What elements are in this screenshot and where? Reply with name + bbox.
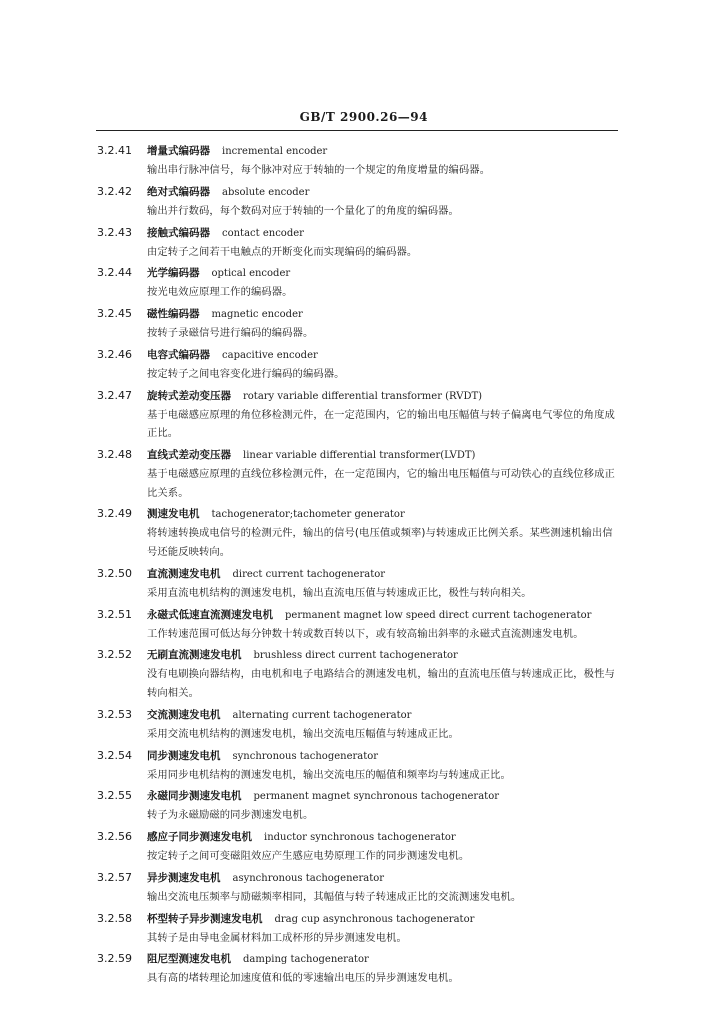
- term-heading: [147, 747, 724, 766]
- term-english: brushless direct current tachogenerator: [253, 650, 458, 662]
- term-chinese: 磁性编码器: [147, 308, 200, 321]
- term-entry: [0, 264, 724, 302]
- term-definition: 基于电磁感应原理的直线位移检测元件，在一定范围内，它的输出电压幅值与可动铁心的直线位移成正比关系。: [147, 468, 615, 499]
- term-english: asynchronous tachogenerator: [232, 872, 385, 884]
- term-chinese: 杯型转子异步测速发电机: [147, 912, 263, 925]
- term-definition: 输出并行数码，每个数码对应于转轴的一个量化了的角度的编码器。: [147, 204, 459, 217]
- term-english: permanent magnet low speed direct current tachogenerator: [285, 609, 592, 621]
- term-definition: 基于电磁感应原理的角位移检测元件，在一定范围内，它的输出电压幅值与转子偏离电气零位的角度成正比。: [147, 408, 615, 440]
- term-chinese: 永磁同步测速发电机: [147, 790, 242, 803]
- term-chinese: 无刷直流测速发电机: [147, 649, 242, 662]
- term-english: damping tachogenerator: [243, 954, 369, 966]
- term-heading: [147, 387, 724, 406]
- page-header: [96, 108, 618, 131]
- term-english: alternating current tachogenerator: [232, 709, 412, 721]
- standard-code: GB/T 2900.26—94: [299, 110, 428, 124]
- term-english: optical encoder: [211, 268, 291, 280]
- term-chinese: 直流测速发电机: [147, 567, 221, 580]
- term-definition: 由定转子之间若干电触点的开断变化而实现编码的编码器。: [147, 245, 418, 258]
- term-definition: 按光电效应原理工作的编码器。: [147, 286, 293, 299]
- term-heading: [147, 446, 724, 465]
- term-english: drag cup asynchronous tachogenerator: [274, 913, 475, 925]
- term-chinese: 同步测速发电机: [147, 749, 221, 762]
- term-entry: [0, 346, 724, 384]
- term-chinese: 增量式编码器: [147, 145, 210, 157]
- term-definition: 没有电刷换向器结构，由电机和电子电路结合的测速发电机，输出的直流电压值与转速成正比，极性与转向相关。: [147, 668, 615, 699]
- term-definition: 其转子是由导电金属材料加工成杯形的异步测速发电机。: [147, 931, 407, 944]
- term-chinese: 接触式编码器: [147, 226, 210, 239]
- term-heading: [147, 606, 724, 625]
- term-number: 3.2.51: [97, 607, 132, 621]
- term-number: 3.2.55: [97, 789, 132, 803]
- term-number: 3.2.53: [97, 707, 132, 721]
- term-heading: [147, 869, 724, 888]
- term-chinese: 直线式差动变压器: [147, 449, 231, 462]
- term-heading: [147, 505, 724, 524]
- term-number: 3.2.57: [97, 870, 132, 884]
- term-number: 3.2.48: [97, 448, 132, 462]
- term-heading: [147, 346, 724, 365]
- term-definition: 工作转速范围可低达每分钟数十转或数百转以下，或有较高输出斜率的永磁式直流测速发电机。: [147, 627, 584, 640]
- term-chinese: 绝对式编码器: [147, 185, 210, 198]
- term-chinese: 异步测速发电机: [147, 871, 221, 884]
- term-entry: [0, 505, 724, 561]
- term-number: 3.2.45: [97, 307, 132, 321]
- term-definition: 输出交流电压频率与励磁频率相同，其幅值与转子转速成正比的交流测速发电机。: [147, 890, 522, 903]
- term-entry: [0, 950, 724, 988]
- term-entry: [0, 565, 724, 603]
- term-chinese: 感应子同步测速发电机: [147, 831, 252, 844]
- term-chinese: 旋转式差动变压器: [147, 389, 231, 402]
- term-number: 3.2.49: [97, 507, 132, 521]
- term-heading: [147, 706, 724, 725]
- term-heading: [147, 264, 724, 283]
- term-definition: 采用同步电机结构的测速发电机，输出交流电压的幅值和频率均与转速成正比。: [147, 768, 511, 781]
- term-english: magnetic encoder: [211, 309, 303, 321]
- term-english: rotary variable differential transformer (RVDT): [243, 390, 483, 402]
- term-entry: [0, 446, 724, 502]
- term-number: 3.2.56: [97, 830, 132, 844]
- term-heading: [147, 910, 724, 929]
- term-number: 3.2.47: [97, 388, 132, 402]
- term-english: linear variable differential transformer(LVDT): [243, 450, 476, 462]
- term-number: 3.2.42: [97, 184, 132, 198]
- term-entry: [0, 606, 724, 644]
- term-definition: 按定转子之间可变磁阻效应产生感应电势原理工作的同步测速发电机。: [147, 850, 470, 863]
- term-chinese: 光学编码器: [147, 267, 200, 280]
- term-heading: [147, 787, 724, 806]
- term-heading: [147, 183, 724, 202]
- term-chinese: 阻尼型测速发电机: [147, 953, 231, 966]
- term-entry: [0, 142, 724, 180]
- term-entry: [0, 224, 724, 262]
- term-entry: [0, 387, 724, 443]
- term-heading: [147, 565, 724, 584]
- term-entry: [0, 787, 724, 825]
- term-heading: [147, 828, 724, 847]
- term-heading: [147, 646, 724, 665]
- term-list: [0, 142, 724, 991]
- term-chinese: 测速发电机: [147, 508, 200, 521]
- term-entry: [0, 706, 724, 744]
- term-heading: [147, 950, 724, 969]
- term-english: capacitive encoder: [222, 349, 318, 361]
- term-definition: 按定转子之间电容变化进行编码的编码器。: [147, 367, 345, 380]
- term-number: 3.2.52: [97, 648, 132, 662]
- term-english: contact encoder: [222, 227, 304, 239]
- term-number: 3.2.54: [97, 748, 132, 762]
- term-entry: [0, 183, 724, 221]
- term-english: inductor synchronous tachogenerator: [264, 832, 456, 844]
- term-heading: [147, 305, 724, 324]
- term-number: 3.2.41: [97, 144, 132, 157]
- term-number: 3.2.59: [97, 952, 132, 966]
- term-definition: 采用交流电机结构的测速发电机，输出交流电压幅值与转速成正比。: [147, 727, 459, 740]
- term-entry: [0, 869, 724, 907]
- term-english: tachogenerator;tachometer generator: [211, 509, 405, 521]
- term-definition: 将转速转换成电信号的检测元件，输出的信号(电压值或频率)与转速成正比例关系。某些测速机输出信号还能反映转向。: [147, 527, 613, 559]
- term-english: absolute encoder: [222, 186, 310, 198]
- term-entry: [0, 828, 724, 866]
- term-entry: [0, 305, 724, 343]
- term-definition: 输出串行脉冲信号，每个脉冲对应于转轴的一个规定的角度增量的编码器。: [147, 164, 491, 176]
- term-english: direct current tachogenerator: [232, 568, 386, 580]
- term-english: synchronous tachogenerator: [232, 750, 379, 762]
- term-number: 3.2.43: [97, 225, 132, 239]
- term-heading: [147, 142, 724, 161]
- term-number: 3.2.46: [97, 347, 132, 361]
- term-definition: 转子为永磁励磁的同步测速发电机。: [147, 809, 314, 822]
- term-entry: [0, 646, 724, 702]
- term-chinese: 电容式编码器: [147, 348, 210, 361]
- term-chinese: 交流测速发电机: [147, 708, 221, 721]
- term-definition: 按转子录磁信号进行编码的编码器。: [147, 327, 314, 340]
- term-heading: [147, 224, 724, 243]
- term-number: 3.2.50: [97, 566, 132, 580]
- term-entry: [0, 910, 724, 948]
- term-english: permanent magnet synchronous tachogenerator: [253, 791, 499, 803]
- term-number: 3.2.58: [97, 911, 132, 925]
- term-entry: [0, 747, 724, 785]
- term-english: incremental encoder: [222, 146, 328, 157]
- term-definition: 采用直流电机结构的测速发电机，输出直流电压值与转速成正比，极性与转向相关。: [147, 586, 532, 599]
- term-definition: 具有高的堵转理论加速度值和低的零速输出电压的异步测速发电机。: [147, 972, 459, 985]
- term-chinese: 永磁式低速直流测速发电机: [147, 608, 273, 621]
- term-number: 3.2.44: [97, 266, 132, 280]
